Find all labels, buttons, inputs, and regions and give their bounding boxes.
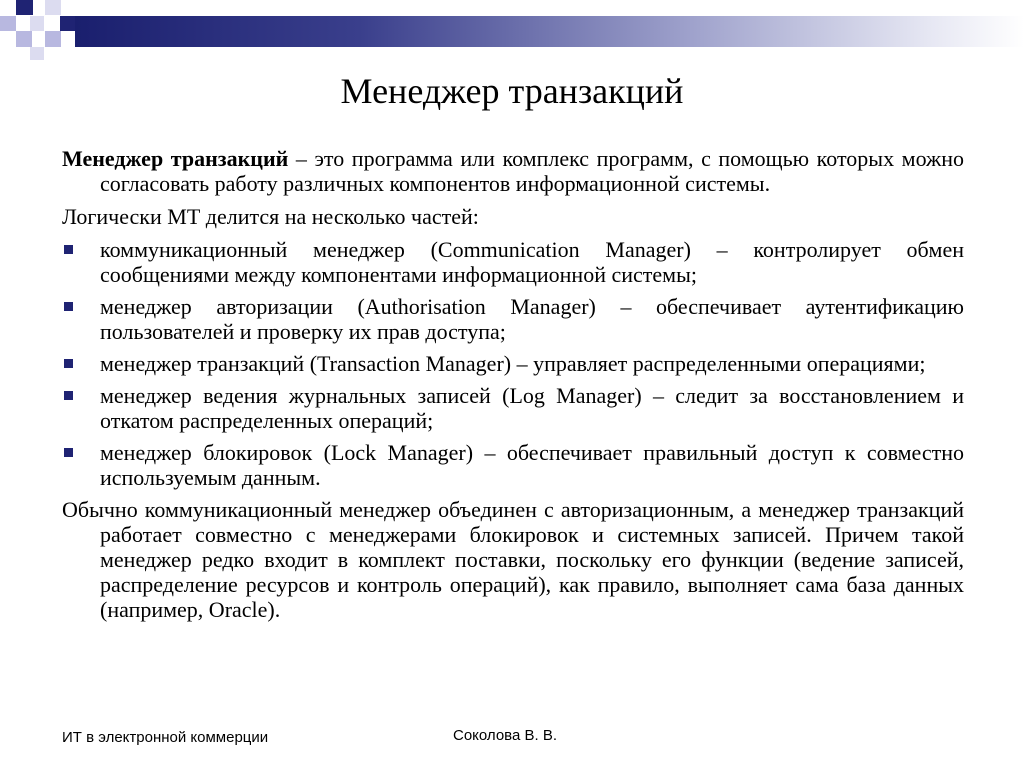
list-item-text: коммуникационный менеджер (Communication Manager) – контролирует обмен сообщениями между компонентами информационной системы; [100,237,964,287]
corner-square-lavender-3 [45,31,61,47]
corner-square-pale-1 [45,0,61,15]
footer-author: Соколова В. В. [453,727,558,744]
corner-square-pale-3 [30,47,44,60]
header-gradient-bar [75,16,1024,47]
slide-title: Менеджер транзакций [340,71,684,111]
list-item-text: менеджер транзакций (Transaction Manager) – управляет распределенными операциями; [100,351,926,376]
square-bullet-icon [64,448,73,457]
intro-paragraph: Логически МТ делится на несколько частей: [62,204,479,229]
components-list [62,237,964,490]
list-item [62,294,964,344]
square-bullet-icon [64,245,73,254]
list-item [62,440,964,490]
list-item-text: менеджер ведения журнальных записей (Log Manager) – следит за восстановлением и откатом распределенных операций; [100,383,964,433]
corner-square-navy-2 [60,16,75,31]
footer-course: ИТ в электронной коммерции [62,729,269,746]
corner-square-lavender-1 [0,16,16,31]
list-item-text: менеджер авторизации (Authorisation Manager) – обеспечивает аутентификацию пользователей и проверку их прав доступа; [100,294,964,344]
square-bullet-icon [64,302,73,311]
list-item [62,383,964,433]
square-bullet-icon [64,391,73,400]
square-bullet-icon [64,359,73,368]
conclusion-paragraph: Обычно коммуникационный менеджер объединен с авторизационным, а менеджер транзакций работает совместно с менеджерами блокировок и системных записей. Причем такой менеджер редко входит в комплект поставки, поскольку его функции (ведение записей, распределение ресурсов и контроль операций), как правило, выполняет сама база данных (например, Oracle). [62,497,964,622]
list-item [62,237,964,287]
list-item-text: менеджер блокировок (Lock Manager) – обеспечивает правильный доступ к совместно используемым данным. [100,440,964,490]
list-item [62,351,964,376]
definition-text: – это программа или комплекс программ, с помощью которых можно согласовать работу различных компонентов информационной системы. [100,146,964,196]
slide-body [62,146,964,630]
corner-square-navy-1 [16,0,33,15]
corner-square-lavender-2 [16,31,32,47]
corner-square-pale-2 [30,16,44,31]
definition-paragraph [62,146,964,196]
definition-term: Менеджер транзакций [62,146,289,171]
